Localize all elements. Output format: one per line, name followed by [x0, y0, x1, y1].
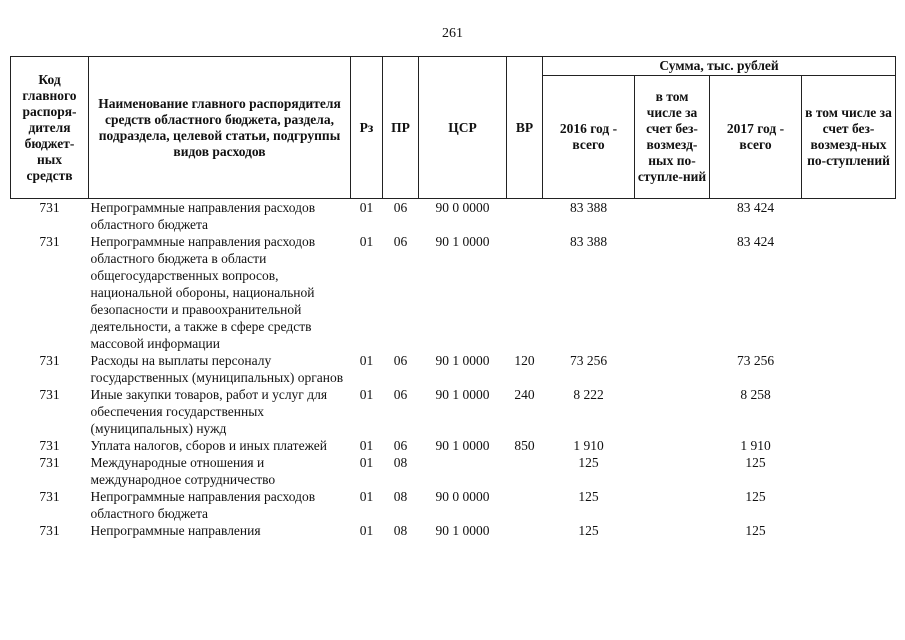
cell-2016-free: [635, 233, 710, 352]
cell-2016-total: 125: [578, 523, 599, 538]
cell-2016-free: [635, 386, 710, 437]
cell-2017-free: [802, 522, 896, 539]
cell-2017-free: [802, 233, 896, 352]
cell-pr: 06: [393, 353, 408, 368]
cell-2016-total: 8 222: [573, 387, 604, 402]
cell-name: Непрограммные направления расходов областного бюджета: [90, 489, 316, 521]
cell-name: Непрограммные направления расходов областного бюджета в области общегосударственных вопросов, национальной обороны, национальной безопасности и правоохранительной деятельности, а также в сфере средств массовой информации: [90, 234, 316, 351]
cell-code: 731: [39, 200, 60, 215]
table-row: [11, 454, 896, 488]
cell-rz: 01: [359, 438, 374, 453]
cell-pr: 06: [393, 234, 408, 249]
cell-2017-free: [802, 488, 896, 522]
cell-name: Непрограммные направления: [90, 523, 261, 538]
cell-code: 731: [39, 489, 60, 504]
cell-rz: 01: [359, 200, 374, 215]
cell-name: Иные закупки товаров, работ и услуг для обеспечения государственных (муниципальных) нужд: [90, 387, 328, 436]
cell-rz: 01: [359, 234, 374, 249]
cell-code: 731: [39, 455, 60, 470]
header-2017-total: 2017 год - всего: [710, 76, 802, 199]
header-pr: ПР: [383, 57, 419, 199]
cell-vr: [507, 199, 543, 234]
cell-code: 731: [39, 234, 60, 249]
cell-code: 731: [39, 523, 60, 538]
cell-pr: 08: [393, 523, 408, 538]
cell-name: Международные отношения и международное сотрудничество: [90, 455, 276, 487]
cell-name: Расходы на выплаты персоналу государственных (муниципальных) органов: [90, 353, 344, 385]
cell-2017-total: 8 258: [740, 387, 771, 402]
cell-2017-total: 73 256: [736, 353, 775, 368]
cell-2017-free: [802, 437, 896, 454]
cell-rz: 01: [359, 455, 374, 470]
cell-2017-total: 125: [745, 489, 766, 504]
cell-csr: 90 0 0000: [435, 200, 490, 215]
cell-2016-total: 125: [578, 455, 599, 470]
cell-code: 731: [39, 438, 60, 453]
cell-2016-total: 125: [578, 489, 599, 504]
cell-csr: 90 1 0000: [435, 353, 490, 368]
cell-2016-total: 1 910: [573, 438, 604, 453]
cell-csr: 90 1 0000: [435, 523, 490, 538]
cell-2017-free: [802, 386, 896, 437]
table-row: [11, 488, 896, 522]
cell-csr: [419, 454, 507, 488]
table-row: [11, 199, 896, 234]
header-rz: Рз: [351, 57, 383, 199]
header-2016-total: 2016 год - всего: [543, 76, 635, 199]
cell-rz: 01: [359, 387, 374, 402]
table-row: [11, 437, 896, 454]
cell-vr: [507, 488, 543, 522]
cell-2016-total: 73 256: [569, 353, 608, 368]
table-row: [11, 522, 896, 539]
header-vr: ВР: [507, 57, 543, 199]
cell-2017-total: 125: [745, 523, 766, 538]
cell-vr: [507, 454, 543, 488]
cell-2017-total: 83 424: [736, 200, 775, 215]
cell-pr: 06: [393, 387, 408, 402]
cell-name: Непрограммные направления расходов областного бюджета: [90, 200, 316, 232]
cell-vr: 120: [514, 353, 535, 368]
cell-2016-free: [635, 437, 710, 454]
header-sum-group: Сумма, тыс. рублей: [543, 57, 896, 76]
cell-rz: 01: [359, 353, 374, 368]
cell-vr: [507, 233, 543, 352]
cell-vr: 850: [514, 438, 535, 453]
cell-2016-free: [635, 352, 710, 386]
cell-2016-total: 83 388: [569, 234, 608, 249]
cell-code: 731: [39, 387, 60, 402]
budget-table: [10, 56, 896, 539]
cell-2016-free: [635, 454, 710, 488]
cell-2017-total: 125: [745, 455, 766, 470]
cell-pr: 06: [393, 438, 408, 453]
cell-2017-total: 1 910: [740, 438, 771, 453]
table-row: [11, 352, 896, 386]
cell-csr: 90 1 0000: [435, 234, 490, 249]
header-csr: ЦСР: [419, 57, 507, 199]
table-row: [11, 233, 896, 352]
header-code: Код главного распоря-дителя бюджет-ных средств: [11, 57, 89, 199]
cell-pr: 06: [393, 200, 408, 215]
cell-2016-total: 83 388: [569, 200, 608, 215]
cell-2016-free: [635, 522, 710, 539]
header-2017-free: в том числе за счет без-возмезд-ных по-ступлений: [802, 76, 896, 199]
cell-pr: 08: [393, 455, 408, 470]
header-name: Наименование главного распорядителя средств областного бюджета, раздела, подраздела, целевой статьи, подгруппы видов расходов: [89, 57, 351, 199]
cell-csr: 90 0 0000: [435, 489, 490, 504]
cell-2017-free: [802, 199, 896, 234]
cell-code: 731: [39, 353, 60, 368]
cell-rz: 01: [359, 523, 374, 538]
cell-rz: 01: [359, 489, 374, 504]
cell-vr: [507, 522, 543, 539]
cell-2017-total: 83 424: [736, 234, 775, 249]
cell-pr: 08: [393, 489, 408, 504]
page-number: 261: [442, 26, 463, 41]
header-2016-free: в том числе за счет без-возмезд-ных по-ступле-ний: [635, 76, 710, 199]
table-row: [11, 386, 896, 437]
cell-csr: 90 1 0000: [435, 387, 490, 402]
cell-csr: 90 1 0000: [435, 438, 490, 453]
cell-2017-free: [802, 352, 896, 386]
cell-name: Уплата налогов, сборов и иных платежей: [90, 438, 327, 453]
cell-vr: 240: [514, 387, 535, 402]
cell-2016-free: [635, 488, 710, 522]
cell-2017-free: [802, 454, 896, 488]
cell-2016-free: [635, 199, 710, 234]
